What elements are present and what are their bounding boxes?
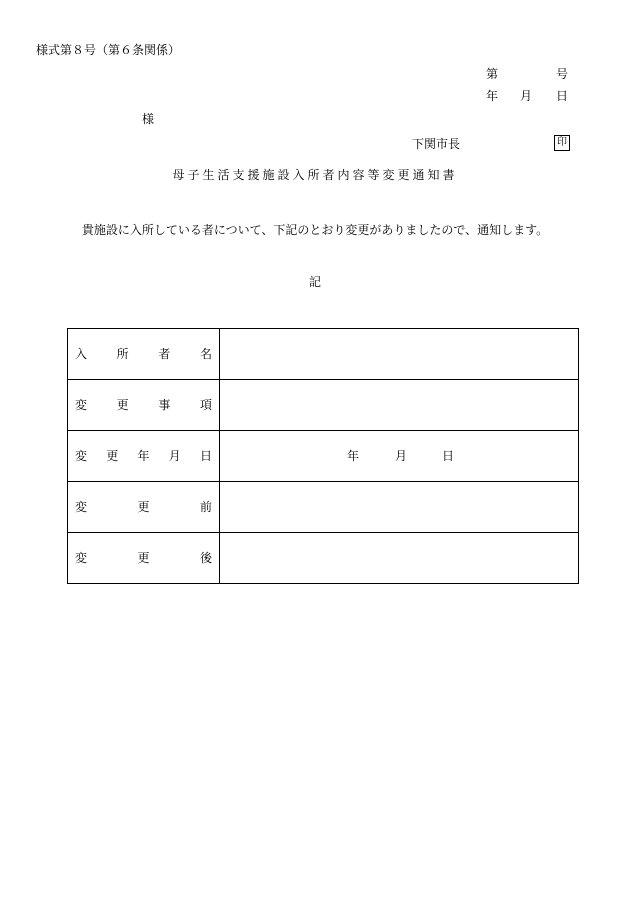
change-date-year: 年	[347, 449, 360, 463]
form-reference: 様式第８号（第６条関係）	[36, 43, 181, 57]
before-change-field[interactable]	[220, 482, 579, 533]
table-row	[68, 380, 579, 431]
seal-mark: 印	[554, 135, 570, 151]
before-change-label	[68, 482, 220, 533]
date-month-label: 月	[520, 89, 533, 103]
after-change-label	[68, 533, 220, 584]
change-details-table	[67, 328, 579, 584]
addressee-honorific: 様	[142, 112, 155, 126]
label-char: 事	[158, 398, 171, 412]
table-row	[68, 431, 579, 482]
table-row	[68, 482, 579, 533]
label-char: 者	[158, 347, 171, 361]
issuer-name: 下関市長	[412, 137, 461, 151]
resident-name-field[interactable]	[220, 329, 579, 380]
label-char: 前	[199, 500, 212, 514]
change-date-label	[68, 431, 220, 482]
change-item-field[interactable]	[220, 380, 579, 431]
document-number-suffix: 号	[556, 67, 569, 81]
label-char: 月	[168, 449, 181, 463]
label-char: 後	[199, 551, 212, 565]
label-char: 変	[75, 500, 88, 514]
notice-body: 貴施設に入所している者について、下記のとおり変更がありましたので、通知します。	[81, 223, 549, 237]
date-day-label: 日	[556, 89, 569, 103]
table-row	[68, 329, 579, 380]
document-title: 母子生活支援施設入所者内容等変更通知書	[172, 168, 458, 182]
label-char: 名	[199, 347, 212, 361]
change-date-month: 月	[395, 449, 408, 463]
label-char: 更	[137, 500, 150, 514]
change-date-field[interactable]	[220, 431, 579, 482]
change-date-day: 日	[442, 449, 455, 463]
label-char: 所	[116, 347, 129, 361]
resident-name-label	[68, 329, 220, 380]
label-char: 更	[116, 398, 129, 412]
label-char: 変	[75, 398, 88, 412]
label-char: 変	[75, 551, 88, 565]
after-change-field[interactable]	[220, 533, 579, 584]
label-char: 変	[75, 449, 88, 463]
change-item-label	[68, 380, 220, 431]
label-char: 更	[106, 449, 119, 463]
label-char: 項	[199, 398, 212, 412]
document-number-prefix: 第	[486, 67, 499, 81]
ki-heading: 記	[308, 275, 321, 289]
table-row	[68, 533, 579, 584]
label-char: 入	[75, 347, 88, 361]
label-char: 日	[199, 449, 212, 463]
label-char: 年	[137, 449, 150, 463]
date-year-label: 年	[486, 89, 499, 103]
label-char: 更	[137, 551, 150, 565]
